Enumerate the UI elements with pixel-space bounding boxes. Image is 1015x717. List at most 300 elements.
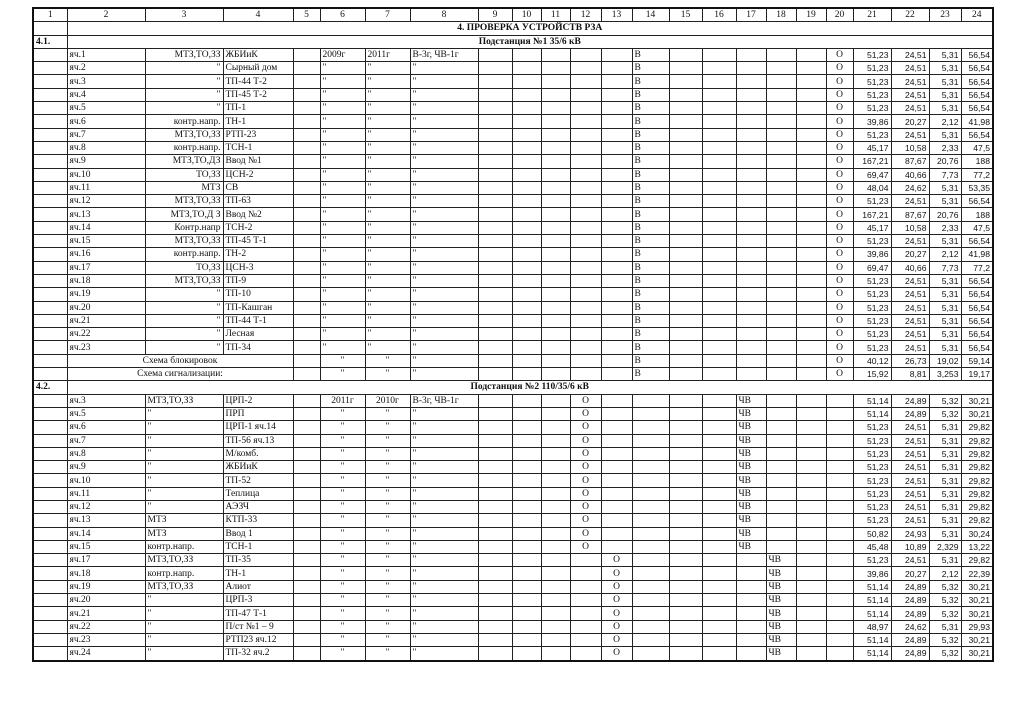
next-check: " xyxy=(365,540,410,553)
table-row xyxy=(33,620,993,633)
month-13 xyxy=(601,208,632,221)
blank-cell xyxy=(796,301,826,314)
month-17: ЧВ xyxy=(736,514,766,527)
month-17 xyxy=(736,647,766,661)
month-20 xyxy=(826,447,853,460)
month-13: О xyxy=(601,567,632,580)
blank-cell xyxy=(541,461,570,474)
object-name: ТП-34 xyxy=(223,341,293,354)
blank-cell xyxy=(293,274,320,287)
next-check: " xyxy=(365,647,410,661)
value-23: 5,32 xyxy=(929,633,961,646)
next-check: " xyxy=(365,434,410,447)
month-18 xyxy=(766,128,796,141)
next-check: " xyxy=(365,354,410,367)
month-17 xyxy=(736,48,766,61)
blank-cell xyxy=(512,75,541,88)
object-name: ТСН-2 xyxy=(223,221,293,234)
month-17: ЧВ xyxy=(736,434,766,447)
check-type: " xyxy=(410,181,478,194)
month-13 xyxy=(601,500,632,513)
check-type: " xyxy=(410,354,478,367)
month-12 xyxy=(570,102,601,115)
blank-cell xyxy=(796,221,826,234)
month-18 xyxy=(766,314,796,327)
next-check: " xyxy=(365,474,410,487)
protection-type: " xyxy=(145,301,223,314)
object-name: РТП23 яч.12 xyxy=(223,633,293,646)
blank-cell xyxy=(702,248,736,261)
blank-cell xyxy=(512,168,541,181)
scheme-row xyxy=(33,354,993,367)
column-number: 4 xyxy=(223,8,293,22)
cell-name: яч.23 xyxy=(67,633,145,646)
next-check: " xyxy=(365,102,410,115)
blank-cell xyxy=(293,248,320,261)
cell-name: яч.3 xyxy=(67,394,145,407)
blank-cell xyxy=(478,261,512,274)
blank-cell xyxy=(33,647,67,661)
blank-cell xyxy=(478,221,512,234)
month-12 xyxy=(570,314,601,327)
blank-cell xyxy=(669,195,702,208)
month-14 xyxy=(632,607,669,620)
month-20: О xyxy=(826,88,853,101)
value-23: 3,253 xyxy=(929,368,961,381)
table-row xyxy=(33,514,993,527)
protection-type: " xyxy=(145,288,223,301)
object-name: Ввод №1 xyxy=(223,155,293,168)
blank-cell xyxy=(478,115,512,128)
value-23: 5,31 xyxy=(929,48,961,61)
blank-cell xyxy=(541,221,570,234)
blank-cell xyxy=(512,88,541,101)
month-20 xyxy=(826,554,853,567)
blank-cell xyxy=(293,155,320,168)
blank-cell xyxy=(33,500,67,513)
blank-cell xyxy=(478,102,512,115)
blank-cell xyxy=(702,168,736,181)
check-type: " xyxy=(410,301,478,314)
value-24: 56,54 xyxy=(961,274,993,287)
blank-cell xyxy=(33,115,67,128)
next-check: " xyxy=(365,447,410,460)
blank-cell xyxy=(541,540,570,553)
month-14: В xyxy=(632,102,669,115)
value-23: 20,76 xyxy=(929,155,961,168)
month-12 xyxy=(570,647,601,661)
cell-name: яч.3 xyxy=(67,75,145,88)
value-22: 24,51 xyxy=(891,328,929,341)
month-18: ЧВ xyxy=(766,607,796,620)
month-18 xyxy=(766,328,796,341)
value-23: 7,73 xyxy=(929,168,961,181)
blank-cell xyxy=(33,328,67,341)
blank-cell xyxy=(293,301,320,314)
month-14 xyxy=(632,421,669,434)
value-24: 188 xyxy=(961,208,993,221)
blank-cell xyxy=(478,128,512,141)
month-18 xyxy=(766,487,796,500)
blank-cell xyxy=(33,208,67,221)
value-22: 24,51 xyxy=(891,421,929,434)
next-check: " xyxy=(365,514,410,527)
blank-cell xyxy=(512,474,541,487)
month-18 xyxy=(766,141,796,154)
check-type: " xyxy=(410,155,478,168)
protection-type: " xyxy=(145,341,223,354)
blank-cell xyxy=(478,274,512,287)
object-name: СВ xyxy=(223,181,293,194)
value-22: 24,51 xyxy=(891,434,929,447)
column-number: 9 xyxy=(478,8,512,22)
blank-cell xyxy=(512,554,541,567)
check-type: " xyxy=(410,421,478,434)
blank-cell xyxy=(766,354,796,367)
section-number: 4.1. xyxy=(33,35,67,48)
value-24: 56,54 xyxy=(961,301,993,314)
month-13 xyxy=(601,102,632,115)
blank-cell xyxy=(796,314,826,327)
blank-cell xyxy=(796,594,826,607)
blank-cell xyxy=(33,168,67,181)
blank-cell xyxy=(541,261,570,274)
month-13: О xyxy=(601,554,632,567)
value-24: 30,21 xyxy=(961,633,993,646)
check-type: " xyxy=(410,580,478,593)
blank-cell xyxy=(512,461,541,474)
value-23: 2,12 xyxy=(929,248,961,261)
blank-cell xyxy=(478,314,512,327)
table-row xyxy=(33,540,993,553)
value-24: 29,82 xyxy=(961,554,993,567)
blank-cell xyxy=(570,354,601,367)
previous-check: " xyxy=(320,341,365,354)
value-24: 30,21 xyxy=(961,394,993,407)
value-21: 51,23 xyxy=(853,62,891,75)
value-22: 24,89 xyxy=(891,647,929,661)
value-23: 2,329 xyxy=(929,540,961,553)
object-name: ЦРП-2 xyxy=(223,394,293,407)
month-12: О xyxy=(570,407,601,420)
month-13 xyxy=(601,301,632,314)
value-22: 10,58 xyxy=(891,141,929,154)
value-21: 51,23 xyxy=(853,554,891,567)
month-14: В xyxy=(632,235,669,248)
check-type: " xyxy=(410,474,478,487)
blank-cell xyxy=(669,181,702,194)
blank-cell xyxy=(669,514,702,527)
value-21: 51,23 xyxy=(853,288,891,301)
month-17 xyxy=(736,88,766,101)
blank-cell xyxy=(541,115,570,128)
check-type: " xyxy=(410,235,478,248)
blank-cell xyxy=(669,434,702,447)
blank-cell xyxy=(33,567,67,580)
blank-cell xyxy=(702,62,736,75)
month-13 xyxy=(601,181,632,194)
blank-cell xyxy=(702,88,736,101)
blank-cell xyxy=(702,607,736,620)
value-23: 5,31 xyxy=(929,288,961,301)
blank-cell xyxy=(541,128,570,141)
previous-check: " xyxy=(320,115,365,128)
month-20 xyxy=(826,514,853,527)
cell-name: яч.15 xyxy=(67,235,145,248)
blank-cell xyxy=(541,102,570,115)
blank-cell xyxy=(796,447,826,460)
blank-cell xyxy=(293,195,320,208)
blank-cell xyxy=(702,115,736,128)
blank-cell xyxy=(512,341,541,354)
month-17 xyxy=(736,633,766,646)
cell-name: яч.14 xyxy=(67,221,145,234)
month-17 xyxy=(736,75,766,88)
month-18 xyxy=(766,341,796,354)
blank-cell xyxy=(33,434,67,447)
column-number: 7 xyxy=(365,8,410,22)
value-21: 40,12 xyxy=(853,354,891,367)
value-24: 56,54 xyxy=(961,328,993,341)
blank-cell xyxy=(669,48,702,61)
value-24: 30,21 xyxy=(961,607,993,620)
previous-check: " xyxy=(320,221,365,234)
object-name: КТП-33 xyxy=(223,514,293,527)
object-name: ТН-1 xyxy=(223,115,293,128)
month-20: О xyxy=(826,168,853,181)
month-17: ЧВ xyxy=(736,447,766,460)
value-23: 5,31 xyxy=(929,620,961,633)
value-21: 51,23 xyxy=(853,434,891,447)
cell-name: яч.8 xyxy=(67,141,145,154)
value-24: 30,21 xyxy=(961,580,993,593)
blank-cell xyxy=(702,567,736,580)
month-17 xyxy=(736,208,766,221)
check-type: " xyxy=(410,540,478,553)
month-17 xyxy=(736,314,766,327)
protection-type: МТЗ,ТО,ЗЗ xyxy=(145,235,223,248)
month-18 xyxy=(766,288,796,301)
blank-cell xyxy=(541,314,570,327)
object-name: Теплица xyxy=(223,487,293,500)
value-21: 51,23 xyxy=(853,447,891,460)
month-18 xyxy=(766,208,796,221)
month-18 xyxy=(766,62,796,75)
month-14 xyxy=(632,474,669,487)
table-row xyxy=(33,421,993,434)
month-13 xyxy=(601,421,632,434)
blank-cell xyxy=(512,155,541,168)
object-name: ТП-44 Т-2 xyxy=(223,75,293,88)
blank-cell xyxy=(796,554,826,567)
check-type: " xyxy=(410,75,478,88)
section-number: 4.2. xyxy=(33,381,67,394)
table-row xyxy=(33,261,993,274)
column-number: 22 xyxy=(891,8,929,22)
blank-cell xyxy=(702,447,736,460)
value-22: 24,51 xyxy=(891,487,929,500)
blank-cell xyxy=(293,368,320,381)
section-header-row xyxy=(33,35,993,48)
blank-cell xyxy=(669,62,702,75)
value-23: 5,31 xyxy=(929,434,961,447)
blank-cell xyxy=(796,474,826,487)
blank-cell xyxy=(293,288,320,301)
blank-cell xyxy=(669,208,702,221)
protection-type: контр.напр. xyxy=(145,248,223,261)
blank-cell xyxy=(669,221,702,234)
blank-cell xyxy=(293,314,320,327)
blank-cell xyxy=(541,647,570,661)
month-14 xyxy=(632,633,669,646)
blank-cell xyxy=(541,328,570,341)
value-23: 2,12 xyxy=(929,115,961,128)
object-name: ТП-1 xyxy=(223,102,293,115)
month-14: В xyxy=(632,141,669,154)
blank-cell xyxy=(293,514,320,527)
blank-cell xyxy=(669,474,702,487)
month-17: ЧВ xyxy=(736,394,766,407)
month-13 xyxy=(601,141,632,154)
blank-cell xyxy=(512,421,541,434)
month-12 xyxy=(570,155,601,168)
previous-check: " xyxy=(320,88,365,101)
next-check: " xyxy=(365,314,410,327)
next-check: " xyxy=(365,407,410,420)
table-row xyxy=(33,567,993,580)
previous-check: " xyxy=(320,301,365,314)
month-18 xyxy=(766,48,796,61)
protection-type: МТЗ,ТО,ЗЗ xyxy=(145,195,223,208)
blank-cell xyxy=(33,62,67,75)
protection-type: " xyxy=(145,620,223,633)
month-14 xyxy=(632,647,669,661)
month-18: ЧВ xyxy=(766,647,796,661)
value-24: 29,82 xyxy=(961,434,993,447)
month-18 xyxy=(766,514,796,527)
blank-cell xyxy=(669,341,702,354)
object-name: ТП-44 Т-1 xyxy=(223,314,293,327)
cell-name: яч.2 xyxy=(67,62,145,75)
protection-type: ТО,ЗЗ xyxy=(145,261,223,274)
previous-check: " xyxy=(320,168,365,181)
month-12 xyxy=(570,594,601,607)
object-name: ТП-45 Т-1 xyxy=(223,235,293,248)
blank-cell xyxy=(293,48,320,61)
month-12 xyxy=(570,181,601,194)
blank-cell xyxy=(541,168,570,181)
month-20: О xyxy=(826,128,853,141)
blank-cell xyxy=(512,102,541,115)
cell-name: яч.21 xyxy=(67,607,145,620)
blank-cell xyxy=(33,22,67,35)
month-17 xyxy=(736,261,766,274)
month-14: В xyxy=(632,181,669,194)
month-12 xyxy=(570,607,601,620)
blank-cell xyxy=(541,594,570,607)
value-22: 24,51 xyxy=(891,128,929,141)
month-13 xyxy=(601,48,632,61)
blank-cell xyxy=(478,434,512,447)
value-21: 48,04 xyxy=(853,181,891,194)
month-13 xyxy=(601,434,632,447)
blank-cell xyxy=(669,168,702,181)
value-22: 10,89 xyxy=(891,540,929,553)
value-22: 24,51 xyxy=(891,474,929,487)
check-type: " xyxy=(410,314,478,327)
blank-cell xyxy=(33,461,67,474)
previous-check: " xyxy=(320,181,365,194)
object-name: ЦРП-1 яч.14 xyxy=(223,421,293,434)
check-type: " xyxy=(410,567,478,580)
column-number: 10 xyxy=(512,8,541,22)
protection-type: МТЗ xyxy=(145,514,223,527)
cell-name: яч.13 xyxy=(67,514,145,527)
previous-check: " xyxy=(320,594,365,607)
value-22: 24,51 xyxy=(891,514,929,527)
month-12 xyxy=(570,195,601,208)
previous-check: " xyxy=(320,288,365,301)
value-22: 24,51 xyxy=(891,341,929,354)
cell-name: яч.21 xyxy=(67,314,145,327)
value-21: 69,47 xyxy=(853,261,891,274)
blank-cell xyxy=(702,594,736,607)
blank-cell xyxy=(33,527,67,540)
month-13 xyxy=(601,328,632,341)
month-17: ЧВ xyxy=(736,500,766,513)
check-type: " xyxy=(410,514,478,527)
blank-cell xyxy=(541,567,570,580)
check-type: " xyxy=(410,274,478,287)
month-12 xyxy=(570,75,601,88)
month-20 xyxy=(826,500,853,513)
blank-cell xyxy=(33,314,67,327)
month-18 xyxy=(766,261,796,274)
check-type: " xyxy=(410,288,478,301)
next-check: " xyxy=(365,235,410,248)
month-20: О xyxy=(826,75,853,88)
blank-cell xyxy=(796,248,826,261)
value-22: 24,51 xyxy=(891,288,929,301)
value-24: 22,39 xyxy=(961,567,993,580)
value-24: 30,21 xyxy=(961,407,993,420)
value-21: 51,23 xyxy=(853,235,891,248)
value-23: 5,31 xyxy=(929,102,961,115)
value-22: 24,62 xyxy=(891,181,929,194)
next-check: " xyxy=(365,261,410,274)
column-number: 1 xyxy=(33,8,67,22)
blank-cell xyxy=(512,514,541,527)
next-check: " xyxy=(365,301,410,314)
blank-cell xyxy=(796,181,826,194)
blank-cell xyxy=(478,208,512,221)
protection-type: контр.напр. xyxy=(145,115,223,128)
blank-cell xyxy=(512,567,541,580)
value-21: 167,21 xyxy=(853,155,891,168)
blank-cell xyxy=(512,394,541,407)
month-17 xyxy=(736,102,766,115)
check-type: " xyxy=(410,487,478,500)
previous-check: " xyxy=(320,141,365,154)
blank-cell xyxy=(796,261,826,274)
value-22: 24,51 xyxy=(891,301,929,314)
check-type: " xyxy=(410,633,478,646)
table-row xyxy=(33,341,993,354)
object-name: ТП-52 xyxy=(223,474,293,487)
value-24: 56,54 xyxy=(961,341,993,354)
cell-name: яч.23 xyxy=(67,341,145,354)
blank-cell xyxy=(669,567,702,580)
